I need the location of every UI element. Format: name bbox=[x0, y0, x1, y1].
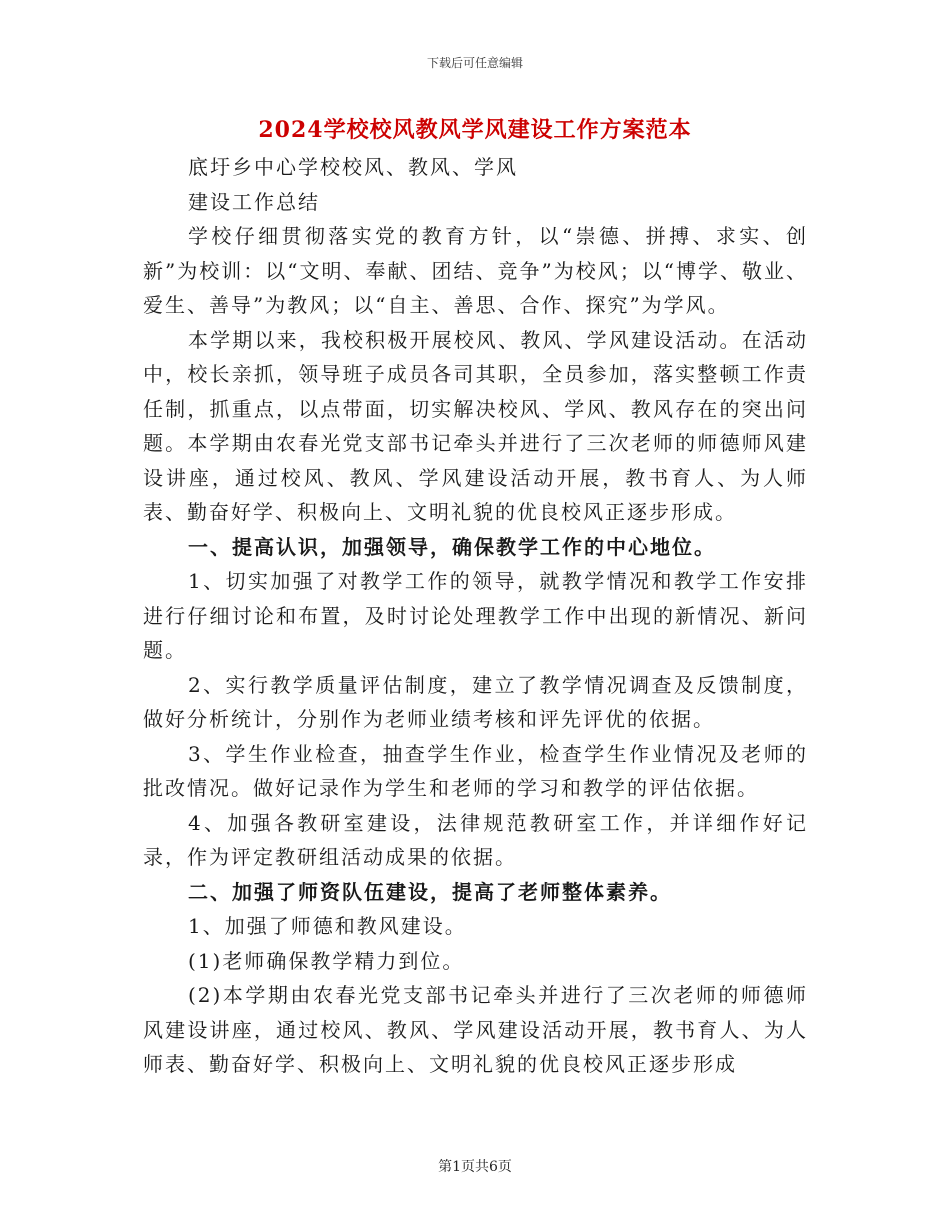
page-number-footer: 第1页共6页 bbox=[438, 1159, 512, 1175]
list-item-2-1: 1、加强了师德和教风建设。 bbox=[188, 914, 467, 938]
section-heading-2: 二、加强了师资队伍建设，提高了老师整体素养。 bbox=[188, 879, 672, 904]
paragraph-school-motto: 学校仔细贯彻落实党的教育方针，以“崇德、拼搏、求实、创新”为校训：以“文明、奉献、团结、竞争”为校风；以“博学、敬业、爱生、善导”为教风；以“自主、善思、合作、探究”为学风。 bbox=[143, 224, 808, 317]
list-item-1-4: 4、加强各教研室建设，法律规范教研室工作，并详细作好记录，作为评定教研组活动成果的依据。 bbox=[143, 810, 808, 869]
list-item-1-3: 3、学生作业检查，抽查学生作业，检查学生作业情况及老师的批改情况。做好记录作为学生和老师的学习和教学的评估依据。 bbox=[143, 741, 808, 800]
list-item-1-1: 1、切实加强了对教学工作的领导，就教学情况和教学工作安排进行仔细讨论和布置，及时讨论处理教学工作中出现的新情况、新问题。 bbox=[143, 569, 808, 662]
sub-item-2-1-2: (2)本学期由农春光党支部书记牵头并进行了三次老师的师德师风建设讲座，通过校风、教风、学风建设活动开展，教书育人、为人师表、勤奋好学、积极向上、文明礼貌的优良校风正逐步形成 bbox=[143, 983, 808, 1076]
sub-item-2-1-1: (1)老师确保教学精力到位。 bbox=[188, 948, 465, 973]
document-body bbox=[143, 150, 808, 1082]
section-heading-1: 一、提高认识，加强领导，确保教学工作的中心地位。 bbox=[188, 534, 716, 559]
document-title: 2024学校校风教风学风建设工作方案范本 bbox=[258, 117, 692, 143]
paragraph-summary-label: 建设工作总结 bbox=[188, 189, 320, 214]
paragraph-school-name: 底圩乡中心学校校风、教风、学风 bbox=[188, 155, 518, 179]
paragraph-activities: 本学期以来，我校积极开展校风、教风、学风建设活动。在活动中，校长亲抓，领导班子成员各司其职，全员参加，落实整顿工作责任制，抓重点，以点带面，切实解决校风、学风、教风存在的突出问题。本学期由农春光党支部书记牵头并进行了三次老师的师德师风建设讲座，通过校风、教风、学风建设活动开展，教书育人、为人师表、勤奋好学、积极向上、文明礼貌的优良校风正逐步形成。 bbox=[143, 327, 808, 524]
list-item-1-2: 2、实行教学质量评估制度，建立了教学情况调查及反馈制度，做好分析统计，分别作为老师业绩考核和评先评优的依据。 bbox=[143, 672, 808, 731]
header-note: 下载后可任意编辑 bbox=[426, 56, 523, 70]
